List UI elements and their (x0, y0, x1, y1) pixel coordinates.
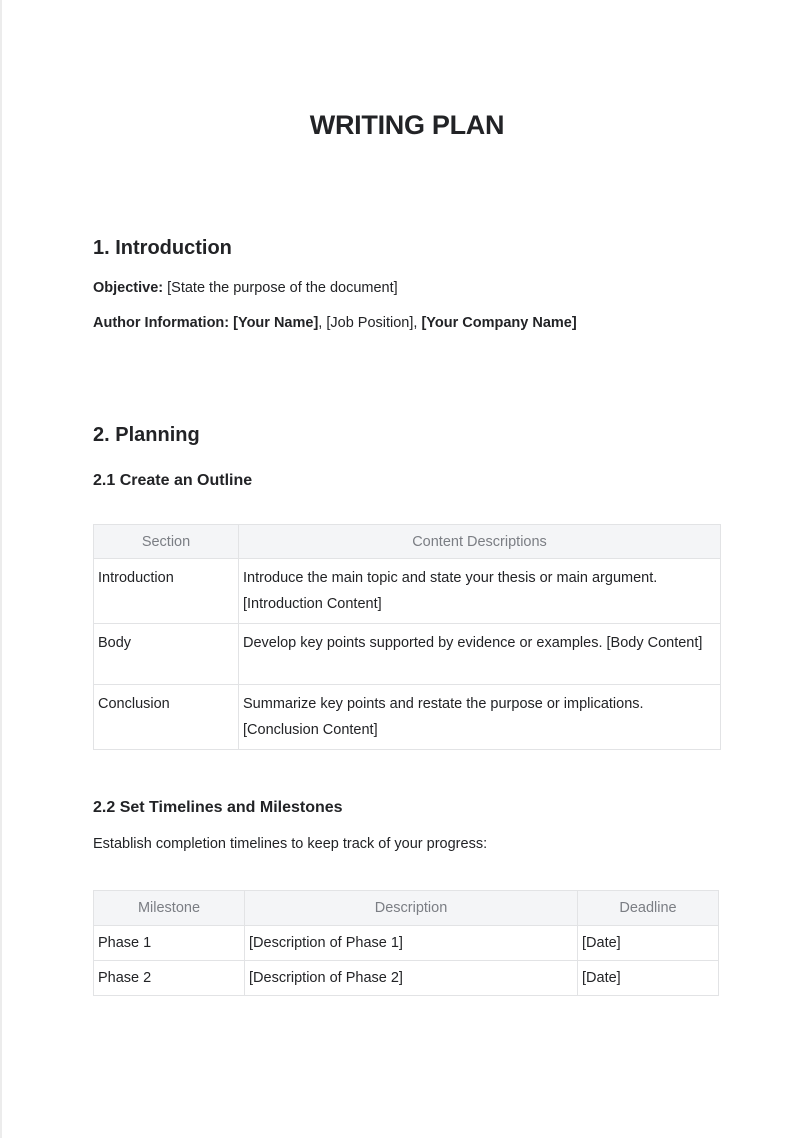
author-job-position: , [Job Position], (318, 315, 422, 331)
objective-value: [State the purpose of the document] (163, 280, 398, 296)
table-row (94, 926, 719, 961)
cell-description: Develop key points supported by evidence or examples. [Body Content] (239, 624, 721, 685)
document-title: WRITING PLAN (309, 110, 505, 140)
cell-section: Introduction (94, 559, 239, 624)
table-row (94, 559, 721, 624)
section-heading-planning: 2. Planning (93, 424, 200, 446)
author-company: [Your Company Name] (421, 315, 577, 331)
table-header-row (94, 891, 719, 926)
table-header-row (94, 525, 721, 559)
section-heading-introduction: 1. Introduction (93, 237, 232, 259)
column-header-content-descriptions: Content Descriptions (239, 525, 721, 559)
author-info-line (93, 315, 577, 331)
cell-section: Body (94, 624, 239, 685)
column-header-deadline: Deadline (578, 891, 719, 926)
outline-table (93, 524, 721, 750)
cell-deadline: [Date] (578, 926, 719, 961)
author-name: [Your Name] (229, 315, 319, 331)
table-row (94, 961, 719, 996)
milestones-table (93, 890, 719, 996)
cell-milestone: Phase 1 (94, 926, 245, 961)
column-header-milestone: Milestone (94, 891, 245, 926)
timelines-intro: Establish completion timelines to keep track of your progress: (93, 836, 488, 852)
table-row (94, 624, 721, 685)
cell-description: [Description of Phase 2] (245, 961, 578, 996)
cell-section: Conclusion (94, 685, 239, 750)
cell-description: Introduce the main topic and state your thesis or main argument. [Introduction Content] (239, 559, 721, 624)
table-row (94, 685, 721, 750)
column-header-description: Description (245, 891, 578, 926)
subsection-heading-timelines: 2.2 Set Timelines and Milestones (93, 799, 343, 816)
author-info-label: Author Information: (93, 315, 230, 331)
cell-deadline: [Date] (578, 961, 719, 996)
cell-description: Summarize key points and restate the purpose or implications. [Conclusion Content] (239, 685, 721, 750)
subsection-heading-outline: 2.1 Create an Outline (93, 472, 253, 489)
objective-line (93, 280, 398, 296)
objective-label: Objective: (93, 280, 164, 296)
column-header-section: Section (94, 525, 239, 559)
cell-description: [Description of Phase 1] (245, 926, 578, 961)
cell-milestone: Phase 2 (94, 961, 245, 996)
